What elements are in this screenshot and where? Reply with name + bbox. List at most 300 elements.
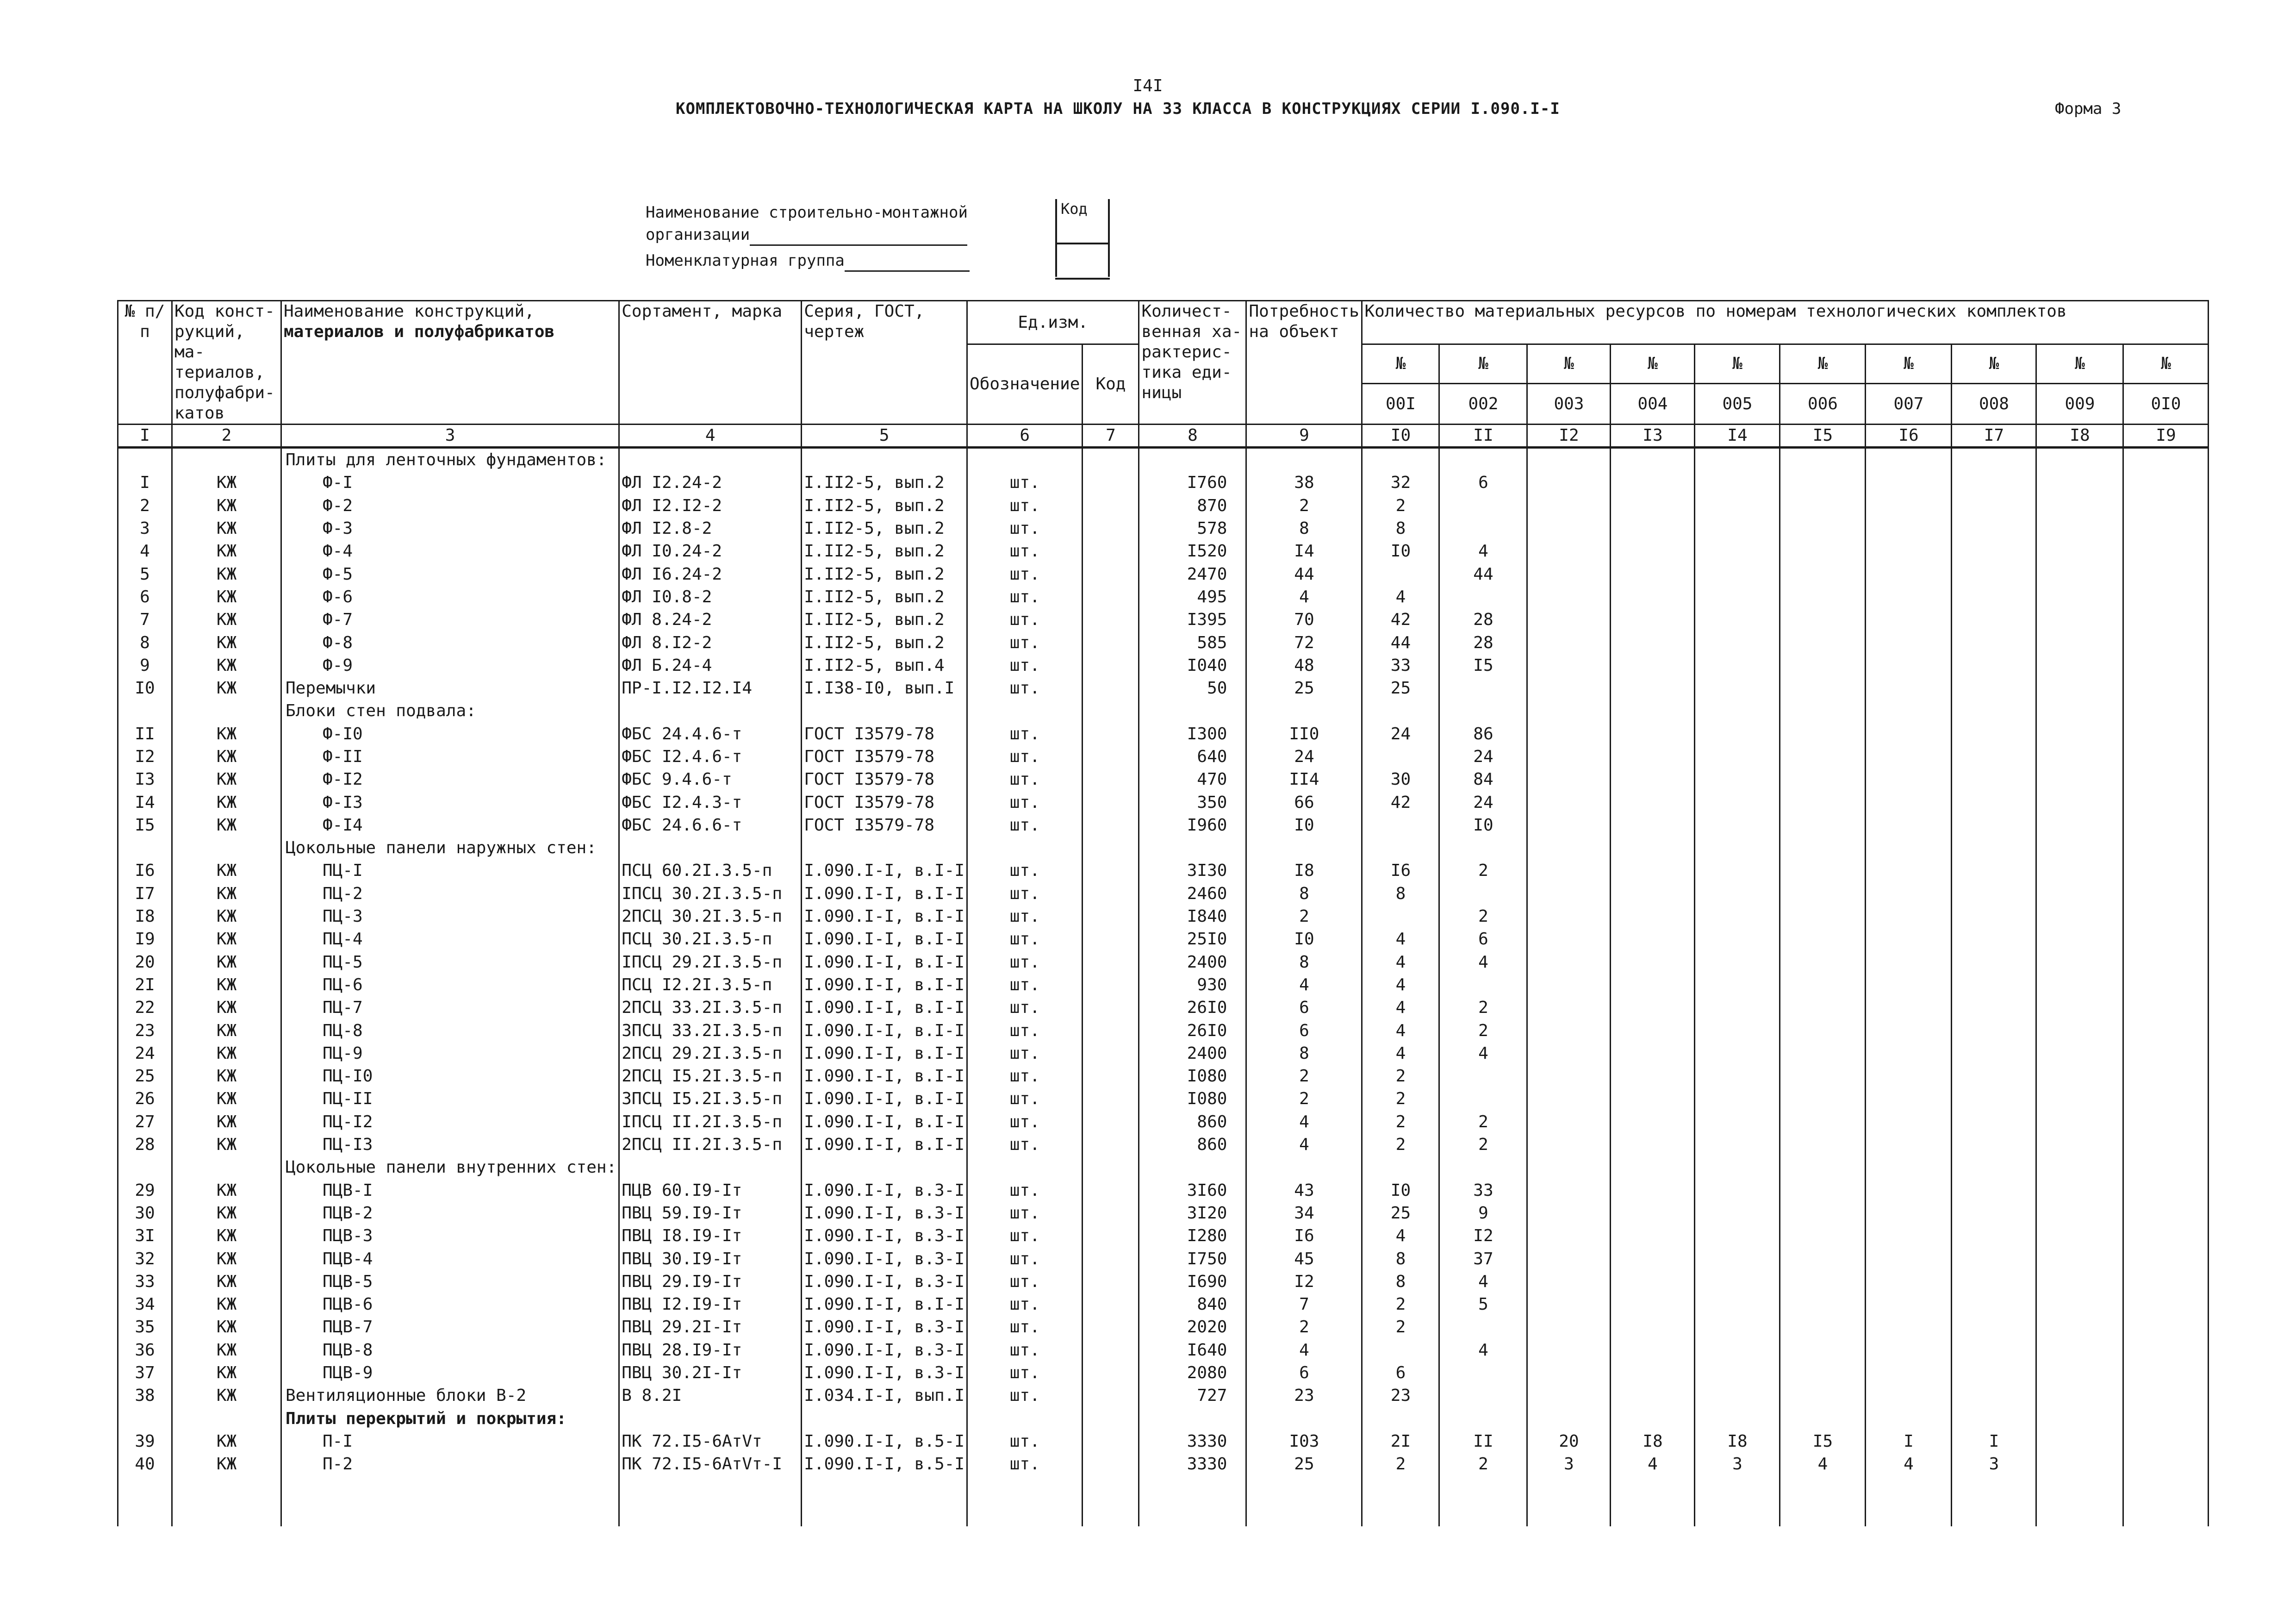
section-row	[118, 1407, 2209, 1430]
cell-quantity: I395	[1139, 608, 1246, 631]
cell-kit-value	[2036, 905, 2123, 928]
cell-empty	[118, 1407, 172, 1430]
cell-need: I0	[1246, 814, 1362, 837]
cell-unit-code	[1083, 1019, 1139, 1042]
cell-kit-value	[1866, 494, 1952, 517]
cell-kit-value	[2123, 1179, 2209, 1202]
cell-code: КЖ	[172, 1316, 281, 1338]
column-index: II	[1439, 425, 1527, 448]
table-row	[118, 791, 2209, 813]
cell-unit-code	[1083, 1430, 1139, 1453]
cell-kit-value	[2123, 745, 2209, 768]
cell-code: КЖ	[172, 1339, 281, 1362]
cell-need: 8	[1246, 517, 1362, 540]
cell-empty	[1611, 700, 1695, 722]
cell-quantity: 585	[1139, 631, 1246, 654]
cell-empty	[619, 1475, 802, 1526]
cell-kit-value	[1611, 974, 1695, 996]
cell-kit-value	[2036, 745, 2123, 768]
table-row	[118, 1384, 2209, 1407]
cell-num: 37	[118, 1362, 172, 1384]
cell-kit-value	[2123, 1384, 2209, 1407]
cell-kit-value	[1780, 1270, 1866, 1293]
cell-quantity: I040	[1139, 654, 1246, 677]
cell-quantity: I280	[1139, 1224, 1246, 1247]
cell-name: ПЦВ-7	[281, 1316, 619, 1338]
table-row	[118, 1339, 2209, 1362]
cell-kit-value: 4	[1362, 1019, 1439, 1042]
cell-code: КЖ	[172, 1224, 281, 1247]
cell-kit-value	[1527, 471, 1611, 494]
cell-name: ПЦ-6	[281, 974, 619, 996]
cell-unit: шт.	[967, 494, 1083, 517]
cell-kit-value	[1780, 859, 1866, 882]
cell-code: КЖ	[172, 1293, 281, 1316]
cell-code: КЖ	[172, 859, 281, 882]
table-row	[118, 1133, 2209, 1156]
cell-name: Ф-2	[281, 494, 619, 517]
cell-kit-value	[1695, 791, 1780, 813]
cell-kit-value	[1866, 928, 1952, 950]
table-filler	[118, 1475, 2209, 1526]
cell-kit-value: 24	[1439, 791, 1527, 813]
cell-empty	[1527, 1475, 1611, 1526]
cell-kit-value: 23	[1362, 1384, 1439, 1407]
table-row	[118, 1453, 2209, 1475]
cell-empty	[1695, 1407, 1780, 1430]
cell-kit-value	[1695, 951, 1780, 974]
cell-series: I.II2-5, вып.2	[802, 586, 967, 608]
cell-num: 7	[118, 608, 172, 631]
cell-quantity: I840	[1139, 905, 1246, 928]
cell-kit-value	[1611, 745, 1695, 768]
cell-kit-value	[1866, 562, 1952, 585]
cell-series: I.090.I-I, в.I-I	[802, 1042, 967, 1065]
col-name-line1: Наименование конструкций,	[284, 302, 535, 321]
cell-empty	[1439, 448, 1527, 472]
cell-empty	[1246, 448, 1362, 472]
cell-empty	[118, 1475, 172, 1526]
cell-kit-value: 8	[1362, 1247, 1439, 1270]
kit-sign: №	[1952, 344, 2036, 384]
cell-mark: ФЛ I2.24-2	[619, 471, 802, 494]
cell-num: 4	[118, 540, 172, 562]
column-index: 7	[1083, 425, 1139, 448]
cell-empty	[1695, 837, 1780, 859]
cell-need: 6	[1246, 996, 1362, 1019]
cell-kit-value	[2123, 1270, 2209, 1293]
document-title: КОМПЛЕКТОВОЧНО-ТЕХНОЛОГИЧЕСКАЯ КАРТА НА ШКОЛУ НА 33 КЛАССА В КОНСТРУКЦИЯХ СЕРИИ I.090.I-I	[676, 100, 1560, 118]
cell-num: 30	[118, 1202, 172, 1224]
cell-unit: шт.	[967, 517, 1083, 540]
cell-empty	[1611, 1475, 1695, 1526]
cell-code: КЖ	[172, 1453, 281, 1475]
cell-num: 2I	[118, 974, 172, 996]
kit-number: 003	[1527, 384, 1611, 425]
cell-name: П-I	[281, 1430, 619, 1453]
section-row	[118, 837, 2209, 859]
cell-kit-value	[1866, 1247, 1952, 1270]
cell-mark: ФБС I2.4.3-т	[619, 791, 802, 813]
cell-kit-value	[1695, 859, 1780, 882]
cell-empty	[802, 1475, 967, 1526]
cell-kit-value	[1527, 745, 1611, 768]
cell-kit-value	[1780, 631, 1866, 654]
cell-empty	[1527, 700, 1611, 722]
cell-series: I.090.I-I, в.3-I	[802, 1179, 967, 1202]
cell-kit-value	[1695, 1247, 1780, 1270]
cell-kit-value	[1611, 1111, 1695, 1133]
table-row	[118, 882, 2209, 905]
cell-mark: IПСЦ 29.2I.3.5-п	[619, 951, 802, 974]
cell-mark: ПЦВ 60.I9-Iт	[619, 1179, 802, 1202]
cell-kit-value	[1866, 1111, 1952, 1133]
cell-empty	[1866, 1475, 1952, 1526]
cell-kit-value	[1952, 996, 2036, 1019]
cell-quantity: I080	[1139, 1065, 1246, 1087]
cell-kit-value: 9	[1439, 1202, 1527, 1224]
section-title: Цокольные панели внутренних стен:	[281, 1156, 619, 1179]
cell-num: 26	[118, 1087, 172, 1110]
cell-empty	[967, 1156, 1083, 1179]
cell-empty	[1952, 837, 2036, 859]
cell-empty	[967, 1407, 1083, 1430]
cell-name: ПЦ-3	[281, 905, 619, 928]
cell-kit-value	[1780, 1339, 1866, 1362]
cell-kit-value	[1611, 1339, 1695, 1362]
cell-num: 27	[118, 1111, 172, 1133]
cell-kit-value	[1611, 905, 1695, 928]
cell-kit-value	[1611, 928, 1695, 950]
cell-unit-code	[1083, 540, 1139, 562]
cell-empty	[172, 1156, 281, 1179]
cell-name: ПЦ-9	[281, 1042, 619, 1065]
cell-unit-code	[1083, 1179, 1139, 1202]
cell-empty	[619, 700, 802, 722]
cell-kit-value	[2036, 586, 2123, 608]
cell-code: КЖ	[172, 540, 281, 562]
cell-kit-value	[1780, 540, 1866, 562]
cell-empty	[2036, 448, 2123, 472]
cell-need: I6	[1246, 1224, 1362, 1247]
cell-code: КЖ	[172, 654, 281, 677]
cell-kit-value	[2123, 1133, 2209, 1156]
cell-unit-code	[1083, 928, 1139, 950]
cell-quantity: 578	[1139, 517, 1246, 540]
cell-kit-value	[2123, 1087, 2209, 1110]
cell-name: ПЦВ-9	[281, 1362, 619, 1384]
cell-kit-value: 4	[1439, 951, 1527, 974]
cell-kit-value: II	[1439, 1430, 1527, 1453]
cell-empty	[1866, 448, 1952, 472]
cell-mark: ПК 72.I5-6АтVт	[619, 1430, 802, 1453]
cell-mark: IПСЦ II.2I.3.5-п	[619, 1111, 802, 1133]
cell-kit-value	[1611, 608, 1695, 631]
table-row	[118, 1065, 2209, 1087]
cell-series: I.090.I-I, в.I-I	[802, 1133, 967, 1156]
cell-kit-value	[2036, 631, 2123, 654]
cell-quantity: 3I60	[1139, 1179, 1246, 1202]
cell-kit-value: 2	[1362, 1065, 1439, 1087]
cell-kit-value	[1866, 768, 1952, 791]
cell-kit-value	[1952, 677, 2036, 700]
cell-name: ПЦВ-5	[281, 1270, 619, 1293]
cell-unit-code	[1083, 586, 1139, 608]
cell-kit-value: I5	[1439, 654, 1527, 677]
cell-kit-value: 24	[1362, 723, 1439, 745]
cell-kit-value	[2123, 1202, 2209, 1224]
cell-kit-value	[1611, 859, 1695, 882]
cell-kit-value	[1362, 905, 1439, 928]
table-row	[118, 1293, 2209, 1316]
cell-kit-value: 2	[1362, 1087, 1439, 1110]
cell-kit-value: 32	[1362, 471, 1439, 494]
cell-need: 2	[1246, 1065, 1362, 1087]
cell-kit-value	[1952, 1202, 2036, 1224]
col-name-line2: материалов и полуфабрикатов	[284, 322, 555, 341]
cell-name: ПЦ-4	[281, 928, 619, 950]
cell-kit-value	[2036, 791, 2123, 813]
cell-kit-value	[2036, 951, 2123, 974]
cell-mark: ПК 72.I5-6АтVт-I	[619, 1453, 802, 1475]
cell-empty	[1527, 837, 1611, 859]
cell-kit-value	[1527, 562, 1611, 585]
cell-empty	[1362, 1475, 1439, 1526]
cell-kit-value	[1780, 768, 1866, 791]
cell-kit-value: 2	[1439, 905, 1527, 928]
cell-kit-value	[1611, 814, 1695, 837]
cell-kit-value	[1695, 471, 1780, 494]
cell-num: 33	[118, 1270, 172, 1293]
cell-kit-value	[2123, 1293, 2209, 1316]
cell-kit-value	[1527, 1339, 1611, 1362]
cell-mark: ФБС I2.4.6-т	[619, 745, 802, 768]
cell-empty	[1139, 700, 1246, 722]
cell-kit-value	[1695, 1202, 1780, 1224]
cell-name: ПЦ-I0	[281, 1065, 619, 1087]
table-row	[118, 471, 2209, 494]
column-index: 2	[172, 425, 281, 448]
cell-mark: ПВЦ I8.I9-Iт	[619, 1224, 802, 1247]
cell-unit: шт.	[967, 1453, 1083, 1475]
cell-need: I8	[1246, 859, 1362, 882]
cell-need: 48	[1246, 654, 1362, 677]
cell-kit-value: 3	[1527, 1453, 1611, 1475]
cell-name: ПЦ-2	[281, 882, 619, 905]
cell-kit-value: 44	[1439, 562, 1527, 585]
cell-kit-value	[1527, 631, 1611, 654]
cell-kit-value	[2036, 494, 2123, 517]
cell-kit-value	[2123, 586, 2209, 608]
cell-kit-value	[1952, 1133, 2036, 1156]
cell-empty	[1780, 1407, 1866, 1430]
column-index: I4	[1695, 425, 1780, 448]
cell-unit: шт.	[967, 1362, 1083, 1384]
column-index: I8	[2036, 425, 2123, 448]
cell-mark: ФБС 24.4.6-т	[619, 723, 802, 745]
cell-kit-value	[1695, 1384, 1780, 1407]
cell-kit-value	[1611, 654, 1695, 677]
cell-kit-value	[1527, 1247, 1611, 1270]
table-row	[118, 517, 2209, 540]
cell-need: 8	[1246, 951, 1362, 974]
cell-kit-value	[1527, 1293, 1611, 1316]
cell-kit-value	[1695, 905, 1780, 928]
cell-kit-value	[1611, 1362, 1695, 1384]
cell-name: Ф-I0	[281, 723, 619, 745]
cell-kit-value	[1780, 951, 1866, 974]
cell-kit-value	[2123, 859, 2209, 882]
cell-kit-value	[1866, 1065, 1952, 1087]
cell-code: КЖ	[172, 974, 281, 996]
cell-unit-code	[1083, 814, 1139, 837]
cell-kit-value: 2	[1439, 1133, 1527, 1156]
cell-kit-value: 28	[1439, 631, 1527, 654]
cell-name: ПЦ-I2	[281, 1111, 619, 1133]
cell-kit-value	[2036, 974, 2123, 996]
table-row	[118, 677, 2209, 700]
cell-kit-value	[1527, 1111, 1611, 1133]
cell-code: КЖ	[172, 586, 281, 608]
cell-kit-value	[2123, 882, 2209, 905]
cell-kit-value	[1780, 494, 1866, 517]
cell-series: I.II2-5, вып.2	[802, 540, 967, 562]
column-index: 4	[619, 425, 802, 448]
cell-kit-value	[1695, 723, 1780, 745]
cell-name: ПЦ-I	[281, 859, 619, 882]
cell-kit-value	[1780, 1133, 1866, 1156]
org-label-2: организации	[646, 225, 750, 244]
cell-kit-value	[1866, 1362, 1952, 1384]
cell-kit-value	[1439, 1384, 1527, 1407]
cell-unit: шт.	[967, 1247, 1083, 1270]
cell-kit-value: 4	[1362, 1042, 1439, 1065]
table-row	[118, 654, 2209, 677]
cell-kit-value	[1695, 1111, 1780, 1133]
cell-kit-value	[1952, 791, 2036, 813]
cell-empty	[2123, 1475, 2209, 1526]
cell-unit: шт.	[967, 1042, 1083, 1065]
cell-kit-value: 4	[1439, 1270, 1527, 1293]
cell-kit-value: 25	[1362, 1202, 1439, 1224]
section-title: Цокольные панели наружных стен:	[281, 837, 619, 859]
cell-mark: ПВЦ 30.I9-Iт	[619, 1247, 802, 1270]
cell-kit-value	[1611, 540, 1695, 562]
column-index: 6	[967, 425, 1083, 448]
cell-empty	[1246, 837, 1362, 859]
section-row	[118, 700, 2209, 722]
cell-kit-value	[1439, 677, 1527, 700]
cell-kit-value: 2	[1439, 1019, 1527, 1042]
kit-number: 006	[1780, 384, 1866, 425]
cell-num: 3	[118, 517, 172, 540]
cell-mark: ФЛ I2.I2-2	[619, 494, 802, 517]
cell-kit-value	[1362, 562, 1439, 585]
table-row	[118, 1270, 2209, 1293]
kit-sign: №	[1362, 344, 1439, 384]
cell-code: КЖ	[172, 791, 281, 813]
table-row	[118, 974, 2209, 996]
form-label: Форма 3	[2055, 100, 2122, 118]
cell-kit-value	[2123, 631, 2209, 654]
cell-code: КЖ	[172, 996, 281, 1019]
cell-empty	[1611, 837, 1695, 859]
cell-kit-value	[2036, 1087, 2123, 1110]
cell-quantity: I760	[1139, 471, 1246, 494]
cell-name: ПЦВ-I	[281, 1179, 619, 1202]
cell-kit-value	[1695, 586, 1780, 608]
cell-kit-value	[1611, 1247, 1695, 1270]
cell-kit-value: 44	[1362, 631, 1439, 654]
cell-kit-value	[1527, 928, 1611, 950]
cell-unit-code	[1083, 974, 1139, 996]
table-row	[118, 745, 2209, 768]
cell-kit-value: I	[1952, 1430, 2036, 1453]
cell-kit-value: 42	[1362, 791, 1439, 813]
cell-unit-code	[1083, 905, 1139, 928]
cell-kit-value	[1439, 1065, 1527, 1087]
table-row	[118, 1111, 2209, 1133]
cell-kit-value	[2123, 1453, 2209, 1475]
cell-name: Перемычки	[281, 677, 619, 700]
cell-kit-value	[2036, 1065, 2123, 1087]
cell-empty	[1246, 1475, 1362, 1526]
table-row	[118, 723, 2209, 745]
cell-kit-value	[2123, 951, 2209, 974]
kit-sign: №	[1439, 344, 1527, 384]
section-row	[118, 1156, 2209, 1179]
cell-kit-value	[1527, 1042, 1611, 1065]
cell-code: КЖ	[172, 1270, 281, 1293]
cell-empty	[1780, 700, 1866, 722]
cell-num: 20	[118, 951, 172, 974]
cell-kit-value	[1611, 882, 1695, 905]
cell-unit: шт.	[967, 768, 1083, 791]
cell-kit-value	[1952, 905, 2036, 928]
cell-kit-value	[2123, 791, 2209, 813]
cell-kit-value	[2036, 1339, 2123, 1362]
cell-kit-value	[1695, 1362, 1780, 1384]
cell-unit-code	[1083, 494, 1139, 517]
cell-empty	[118, 1156, 172, 1179]
cell-mark: 2ПСЦ 30.2I.3.5-п	[619, 905, 802, 928]
cell-name: Вентиляционные блоки В-2	[281, 1384, 619, 1407]
cell-kit-value	[2036, 562, 2123, 585]
cell-need: 7	[1246, 1293, 1362, 1316]
cell-quantity: 3330	[1139, 1453, 1246, 1475]
column-index: I5	[1780, 425, 1866, 448]
cell-kit-value: 4	[1439, 540, 1527, 562]
cell-kit-value	[1866, 1316, 1952, 1338]
cell-mark: ПР-I.I2.I2.I4	[619, 677, 802, 700]
cell-unit-code	[1083, 631, 1139, 654]
cell-kit-value	[1439, 517, 1527, 540]
table-row	[118, 1019, 2209, 1042]
cell-unit-code	[1083, 791, 1139, 813]
column-index: I3	[1611, 425, 1695, 448]
cell-num: 40	[118, 1453, 172, 1475]
cell-unit-code	[1083, 562, 1139, 585]
cell-empty	[2123, 1407, 2209, 1430]
cell-empty	[1083, 837, 1139, 859]
cell-kit-value	[1866, 905, 1952, 928]
cell-empty	[1611, 1156, 1695, 1179]
cell-kit-value	[2123, 654, 2209, 677]
cell-kit-value	[1611, 996, 1695, 1019]
kit-number: 009	[2036, 384, 2123, 425]
cell-empty	[1952, 700, 2036, 722]
cell-series: I.090.I-I, в.5-I	[802, 1430, 967, 1453]
